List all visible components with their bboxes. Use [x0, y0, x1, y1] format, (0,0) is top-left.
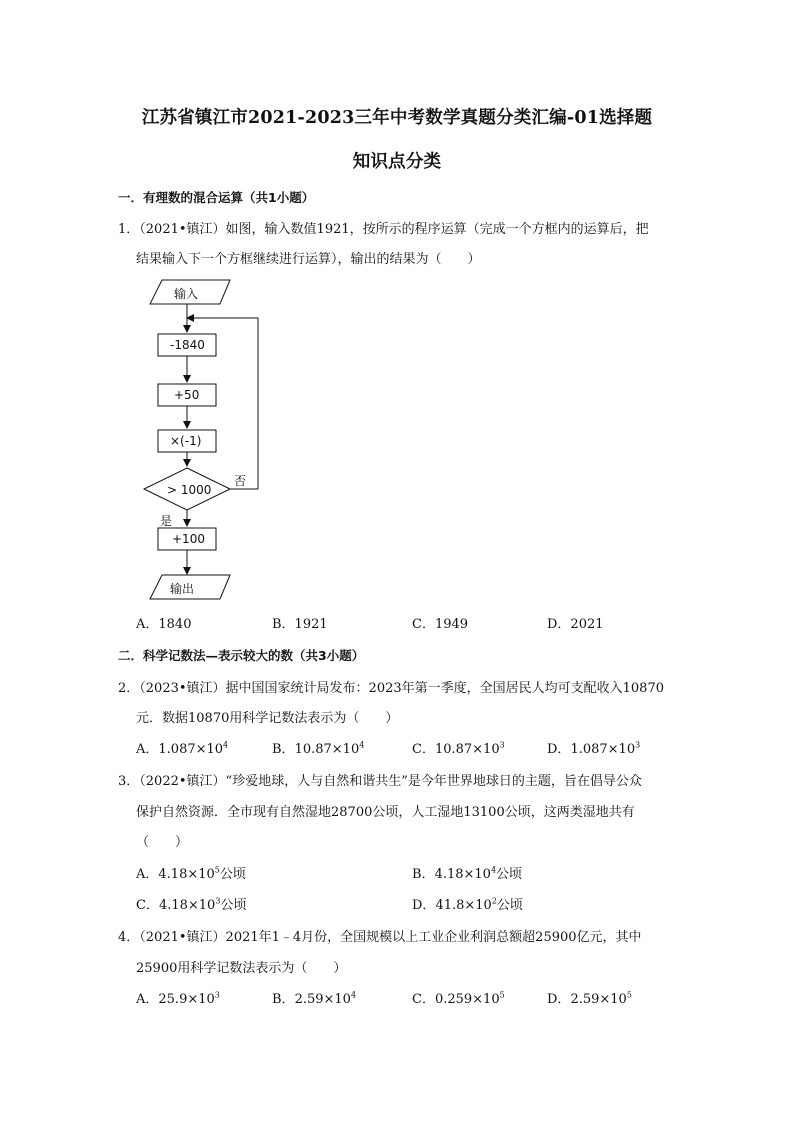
flowchart-shapes — [140, 276, 270, 604]
option-label: A． — [136, 742, 159, 757]
question-4-line-2: 25900用科学记数法表示为（ ） — [136, 961, 347, 976]
option-mantissa: 4.18×10 — [158, 898, 216, 913]
flowchart-step1-label: -1840 — [170, 338, 205, 352]
option-unit: 公顷 — [496, 867, 523, 882]
option-exponent: 2 — [491, 896, 497, 906]
flowchart-input-label: 输入 — [174, 287, 199, 301]
question-number: 2． — [118, 681, 140, 696]
option-mantissa: 25.9×10 — [158, 992, 215, 1007]
option-unit: 公顷 — [220, 898, 247, 913]
question-1-line-2: 结果输入下一个方框继续进行运算），输出的结果为（ ） — [136, 252, 481, 267]
option-mantissa: 4.18×10 — [158, 867, 215, 882]
option-label: A． — [136, 992, 159, 1007]
option-mantissa: 1.087×10 — [158, 742, 224, 757]
question-2-line-1 — [118, 677, 664, 696]
option-a[interactable] — [136, 863, 246, 882]
flowchart-no-label: 否 — [234, 474, 247, 488]
question-3-line-3: （ ） — [136, 835, 189, 850]
option-exponent: 5 — [626, 990, 632, 1000]
flowchart-step2-label: +50 — [174, 388, 200, 402]
question-4-line-1 — [118, 926, 642, 945]
option-label: B． — [272, 992, 295, 1007]
question-3-line-1 — [118, 770, 642, 789]
option-a[interactable] — [136, 988, 220, 1007]
option-exponent: 3 — [215, 896, 221, 906]
question-text: 2021年1﹣4月份，全国规模以上工业企业利润总额超25900亿元，其中 — [225, 930, 642, 945]
option-unit: 公顷 — [219, 867, 246, 882]
option-mantissa: 4.18×10 — [434, 867, 491, 882]
question-1-line-1 — [118, 218, 649, 237]
flowchart-step4-label: +100 — [172, 532, 205, 546]
option-b[interactable] — [272, 988, 356, 1007]
section-heading-1: 一．有理数的混合运算（共1小题） — [118, 190, 315, 205]
question-number: 4． — [118, 930, 140, 945]
option-mantissa: 41.8×10 — [435, 898, 492, 913]
option-b[interactable]: B．1921 — [272, 617, 328, 632]
option-c[interactable] — [412, 988, 505, 1007]
option-unit: 公顷 — [496, 898, 523, 913]
section-heading-2: 二．科学记数法—表示较大的数（共3小题） — [118, 648, 365, 663]
option-label: B． — [272, 742, 295, 757]
option-d[interactable] — [547, 988, 632, 1007]
question-source: （2021•镇江） — [139, 222, 226, 237]
flowchart-diagram — [140, 276, 270, 604]
question-source: （2021•镇江） — [139, 930, 226, 945]
question-source: （2023•镇江） — [139, 681, 226, 696]
question-2-line-2: 元．数据10870用科学记数法表示为（ ） — [136, 711, 399, 726]
option-mantissa: 10.87×10 — [294, 742, 360, 757]
flowchart-step3-label: ×(-1) — [170, 434, 202, 448]
flowchart-output-label: 输出 — [170, 582, 195, 596]
question-number: 3． — [118, 774, 140, 789]
option-label: D． — [412, 898, 436, 913]
option-mantissa: 2.59×10 — [294, 992, 351, 1007]
option-b[interactable] — [412, 863, 522, 882]
question-text: 如图，输入数值1921，按所示的程序运算（完成一个方框内的运算后，把 — [225, 222, 649, 237]
option-label: A． — [136, 867, 159, 882]
question-3-line-2: 保护自然资源．全市现有自然湿地28700公顷，人工湿地13100公顷，这两类湿地共有 — [136, 805, 635, 820]
page-subtitle: 知识点分类 — [352, 152, 442, 172]
option-exponent: 3 — [635, 740, 641, 750]
option-exponent: 3 — [499, 740, 505, 750]
option-a[interactable]: A．1840 — [136, 617, 192, 632]
option-d[interactable]: D．2021 — [547, 617, 604, 632]
option-label: B． — [412, 867, 435, 882]
option-exponent: 3 — [214, 990, 220, 1000]
option-b[interactable] — [272, 738, 364, 757]
option-c[interactable] — [136, 894, 246, 913]
option-mantissa: 1.087×10 — [570, 742, 636, 757]
question-number: 1． — [118, 222, 140, 237]
option-c[interactable]: C．1949 — [412, 617, 469, 632]
option-c[interactable] — [412, 738, 505, 757]
question-text: 据中国国家统计局发布：2023年第一季度，全国居民人均可支配收入10870 — [225, 681, 664, 696]
option-label: C． — [136, 898, 159, 913]
option-label: D． — [547, 742, 571, 757]
option-exponent: 4 — [359, 740, 365, 750]
option-label: D． — [547, 992, 571, 1007]
option-label: C． — [412, 992, 435, 1007]
flowchart-yes-label: 是 — [160, 514, 173, 528]
option-exponent: 5 — [214, 865, 220, 875]
option-mantissa: 10.87×10 — [434, 742, 500, 757]
option-exponent: 5 — [499, 990, 505, 1000]
option-d[interactable] — [412, 894, 523, 913]
option-d[interactable] — [547, 738, 640, 757]
option-exponent: 4 — [350, 990, 357, 1000]
option-exponent: 4 — [223, 740, 229, 750]
option-label: C． — [412, 742, 435, 757]
option-exponent: 4 — [490, 865, 497, 875]
question-text: “珍爱地球，人与自然和谐共生”是今年世界地球日的主题，旨在倡导公众 — [225, 774, 642, 789]
option-mantissa: 0.259×10 — [434, 992, 500, 1007]
page-title: 江苏省镇江市2021-2023三年中考数学真题分类汇编-01选择题 — [141, 108, 653, 128]
flowchart-condition-label: > 1000 — [167, 483, 212, 497]
option-mantissa: 2.59×10 — [570, 992, 627, 1007]
option-a[interactable] — [136, 738, 228, 757]
question-source: （2022•镇江） — [139, 774, 226, 789]
